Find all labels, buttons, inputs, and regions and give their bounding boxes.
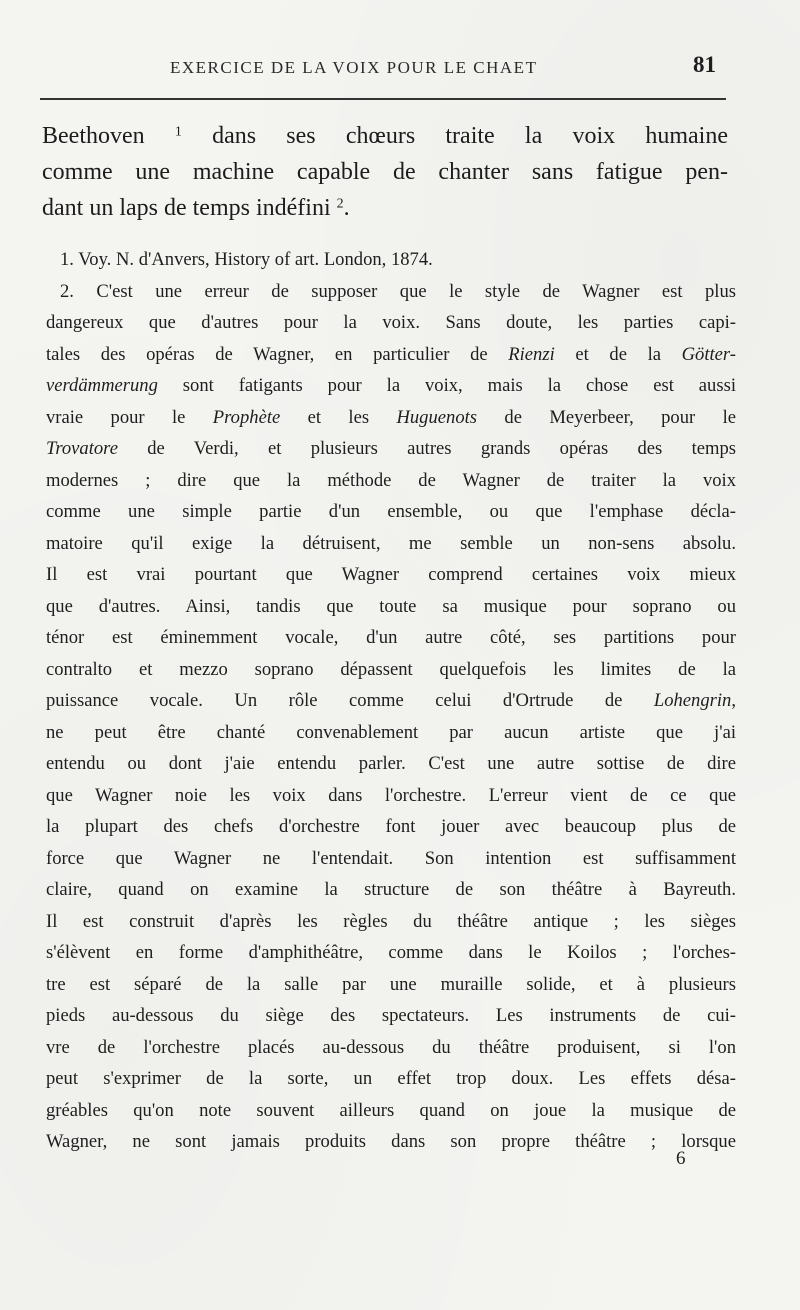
footnote-2-line-9: matoire qu'il exige la détruisent, me semble un non-sens absolu. bbox=[46, 532, 736, 554]
footnote-2-line-14 bbox=[46, 685, 736, 717]
footnote-2-line-5 bbox=[46, 402, 736, 434]
footnote-ref-2: 2 bbox=[336, 196, 344, 212]
fn2-l14-a: puissance vocale. Un rôle comme celui d'Ortrude de bbox=[46, 690, 654, 711]
main-text-period: . bbox=[343, 195, 350, 221]
footnote-2-line-16: entendu ou dont j'aie entendu parler. C'est une autre sottise de dire bbox=[46, 753, 736, 774]
footnote-2-line-10: Il est vrai pourtant que Wagner comprend certaines voix mieux bbox=[46, 564, 736, 585]
fn2-title-verdammerung: verdämmerung bbox=[46, 375, 158, 396]
footnote-2-line-15: ne peut être chanté convenablement par aucun artiste que j'ai bbox=[46, 721, 736, 743]
footnote-2-line-8: comme une simple partie d'un ensemble, ou que l'emphase décla- bbox=[46, 501, 736, 522]
footnote-2-line-1: 2. C'est une erreur de supposer que le style de Wagner est plus bbox=[60, 280, 736, 302]
fn2-title-huguenots: Huguenots bbox=[396, 406, 478, 428]
footnote-2-line-17: que Wagner noie les voix dans l'orchestre. L'erreur vient de ce que bbox=[46, 784, 736, 806]
footnote-2-line-12: ténor est éminemment vocale, d'un autre côté, ses partitions pour bbox=[46, 627, 736, 648]
fn2-l5-a: vraie pour le bbox=[46, 406, 213, 428]
fn2-l5-b: et les bbox=[280, 406, 397, 428]
footnote-2-line-27: gréables qu'on note souvent ailleurs quand on joue la musique de bbox=[46, 1099, 736, 1121]
footnote-2-line-23: tre est séparé de la salle par une muraille solide, et à plusieurs bbox=[46, 973, 736, 995]
footnote-ref-1: 1 bbox=[174, 124, 182, 140]
footnote-2-line-22: s'élèvent en forme d'amphithéâtre, comme dans le Koilos ; l'orches- bbox=[46, 942, 736, 963]
page-number: 81 bbox=[693, 52, 716, 77]
signature-mark: 6 bbox=[676, 1148, 686, 1169]
fn2-title-trovatore: Trovatore bbox=[46, 438, 118, 459]
fn2-l14-b: , bbox=[731, 690, 736, 711]
footnote-2-line-7: modernes ; dire que la méthode de Wagner de traiter la voix bbox=[46, 469, 736, 491]
footnote-2-line-2: dangereux que d'autres pour la voix. Sans doute, les parties capi- bbox=[46, 312, 736, 333]
footnote-2-line-25: vre de l'orchestre placés au-dessous du théâtre produisent, si l'on bbox=[46, 1036, 736, 1058]
fn2-title-rienzi: Rienzi bbox=[508, 343, 555, 365]
running-title: EXERCICE DE LA VOIX POUR LE CHAET bbox=[170, 58, 538, 77]
main-text-beethoven: Beethoven bbox=[42, 123, 145, 149]
fn2-l6-rest: de Verdi, et plusieurs autres grands opéras des temps bbox=[117, 438, 736, 459]
footnote-2-line-28: Wagner, ne sont jamais produits dans son propre théâtre ; lorsque bbox=[46, 1131, 736, 1152]
footnote-1: 1. Voy. N. d'Anvers, History of art. London, 1874. bbox=[60, 249, 433, 270]
footnote-2-line-11: que d'autres. Ainsi, tandis que toute sa musique pour soprano ou bbox=[46, 595, 736, 617]
footnote-2-line-19: force que Wagner ne l'entendait. Son intention est suffisamment bbox=[46, 847, 736, 869]
fn2-title-gotter: Götter- bbox=[681, 343, 736, 365]
fn2-title-lohengrin: Lohengrin bbox=[653, 690, 732, 711]
main-text-line1-rest: dans ses chœurs traite la voix humaine bbox=[212, 123, 729, 149]
footnote-2-line-18: la plupart des chefs d'orchestre font jouer avec beaucoup plus de bbox=[46, 816, 736, 837]
main-line-1 bbox=[42, 118, 728, 154]
footnote-2-line-13: contralto et mezzo soprano dépassent quelquefois les limites de la bbox=[46, 658, 736, 680]
footnote-2-line-21: Il est construit d'après les règles du théâtre antique ; les sièges bbox=[46, 910, 736, 932]
main-line-3 bbox=[42, 190, 728, 226]
footnote-2-line-26: peut s'exprimer de la sorte, un effet trop doux. Les effets désa- bbox=[46, 1068, 736, 1089]
footnote-2-line-6 bbox=[46, 433, 736, 465]
main-text-line3: dant un laps de temps indéfini bbox=[42, 195, 331, 221]
fn2-l3-a: tales des opéras de Wagner, en particulier de bbox=[46, 343, 509, 365]
footnote-2-line-20: claire, quand on examine la structure de son théâtre à Bayreuth. bbox=[46, 879, 736, 900]
footnote-2-line-3 bbox=[46, 339, 736, 371]
header-rule bbox=[40, 98, 726, 100]
main-line-2: comme une machine capable de chanter sans fatigue pen- bbox=[42, 159, 728, 185]
fn2-l3-b: et de la bbox=[554, 343, 682, 365]
fn2-l5-c: de Meyerbeer, pour le bbox=[477, 406, 736, 428]
running-head bbox=[40, 50, 726, 80]
fn2-title-prophete: Prophète bbox=[212, 406, 281, 428]
main-paragraph bbox=[42, 118, 728, 226]
footnote-2-line-24: pieds au-dessous du siège des spectateurs. Les instruments de cui- bbox=[46, 1005, 736, 1026]
fn2-l4-rest: sont fatigants pour la voix, mais la chose est aussi bbox=[157, 375, 736, 396]
footnote-2-line-4 bbox=[46, 370, 736, 402]
footnotes bbox=[46, 244, 736, 1158]
